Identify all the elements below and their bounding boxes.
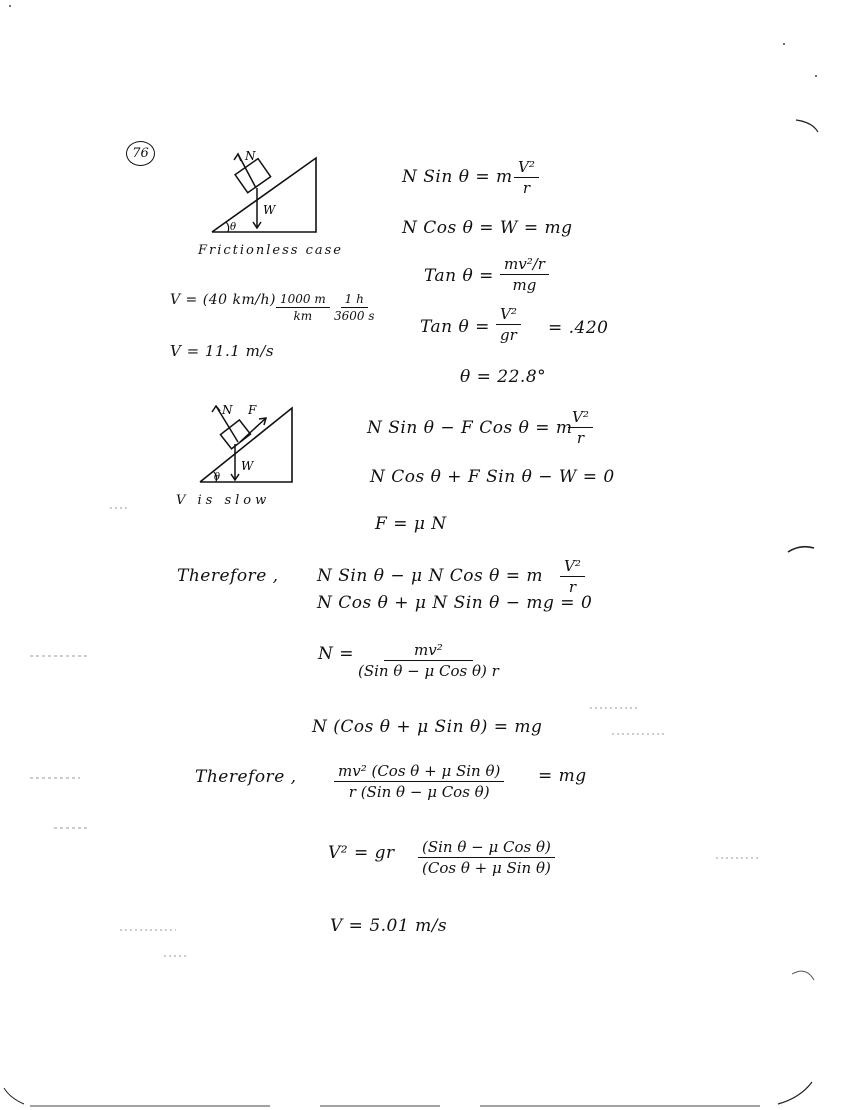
derivation-n-lhs: N = — [318, 644, 355, 664]
force-label-n: N — [222, 403, 233, 417]
frac-v2-r-3: $\frac{\text{V²}}{r}$ — [560, 557, 585, 596]
angle-label: θ — [214, 472, 221, 483]
eq-theta-result: θ = 22.8° — [460, 367, 547, 387]
frac-n-solution: mv² (Sin θ − μ Cos θ) r — [358, 641, 499, 680]
conversion-result: V = 11.1 m/s — [170, 342, 275, 360]
derivation-eq4: N (Cos θ + μ Sin θ) = mg — [312, 717, 543, 737]
frac-1h-3600s: $\frac{1 h}{3600 s}$ — [334, 292, 375, 323]
frac-v2-r-1: $\frac{\text{V²}}{r}$ — [514, 158, 539, 197]
problem-number: 76 — [126, 141, 155, 166]
friction-eq3: F = μ N — [375, 514, 447, 534]
eq-tan2-lhs: Tan θ = — [420, 317, 490, 337]
derivation-eq1-lhs: N Sin θ − μ N Cos θ = m — [317, 566, 544, 586]
therefore-label-1: Therefore , — [177, 566, 279, 586]
force-label-n: N — [245, 149, 256, 163]
frac-1000m-km: $\frac{1000 m}{km}$ — [276, 292, 330, 323]
eq-tan-result: = .420 — [548, 318, 609, 338]
eq-nsin-mv2r: N Sin θ = m — [402, 167, 513, 187]
angle-label: θ — [230, 222, 237, 233]
derivation-eq5-rhs: = mg — [538, 766, 587, 786]
diagram2-caption: V is slow — [176, 493, 271, 508]
frac-v2-solution: (Sin θ − μ Cos θ) (Cos θ + μ Sin θ) — [418, 838, 555, 877]
force-label-f: F — [248, 403, 257, 417]
frac-substitution: mv² (Cos θ + μ Sin θ) r (Sin θ − μ Cos θ) — [334, 762, 504, 801]
frac-v2-gr: $\frac{\text{V²}}{gr}$ — [496, 305, 521, 344]
derivation-eq6-lhs: V² = gr — [328, 843, 395, 863]
diagram1-caption: Frictionless case — [198, 243, 343, 258]
therefore-label-2: Therefore , — [195, 767, 297, 787]
conversion-prefix: V = (40 km/h) — [170, 292, 276, 308]
friction-eq1-lhs: N Sin θ − F Cos θ = m — [367, 418, 573, 438]
eq-tan-lhs: Tan θ = — [424, 266, 494, 286]
force-label-w: W — [241, 459, 254, 473]
friction-eq2: N Cos θ + F Sin θ − W = 0 — [370, 467, 615, 487]
final-velocity: V = 5.01 m/s — [330, 916, 448, 936]
frac-v2-r-2: $\frac{\text{V²}}{r}$ — [568, 408, 593, 447]
eq-ncos-w-mg: N Cos θ = W = mg — [402, 218, 573, 238]
frac-mv2r-mg: $\frac{\text{mv²/r}}{mg}$ — [500, 255, 549, 294]
derivation-eq2: N Cos θ + μ N Sin θ − mg = 0 — [317, 593, 593, 613]
force-label-w: W — [263, 203, 276, 217]
